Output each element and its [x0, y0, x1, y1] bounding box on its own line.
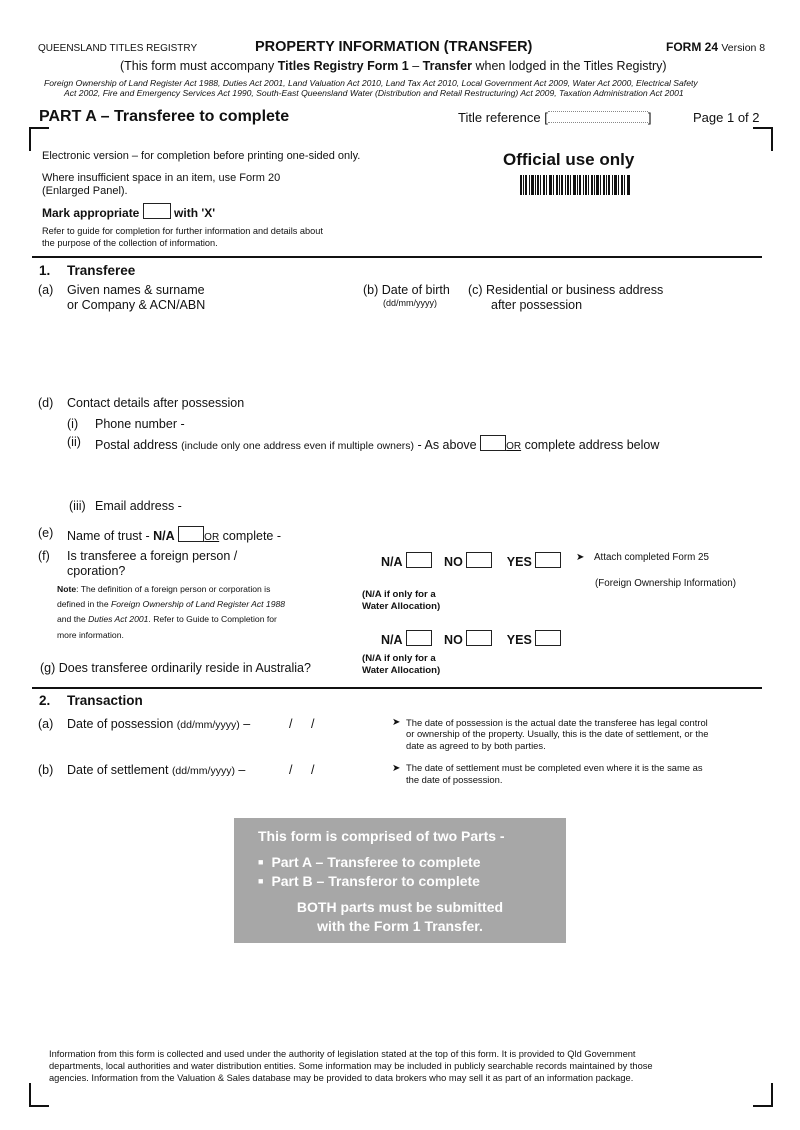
privacy-footer-2: departments, local authorities and water distribution entities. Some information may be included in publicly searchable records maintained by those	[49, 1061, 653, 1071]
settlement-note-arrow-icon: ➤	[392, 763, 401, 774]
item-1c-text-2: after possession	[491, 298, 583, 312]
or-label: OR	[506, 441, 522, 452]
barcode-image	[520, 175, 630, 195]
foreign-na-checkbox[interactable]	[406, 552, 432, 568]
water-allocation-note-1a: (N/A if only for a	[362, 589, 436, 600]
possession-slash-1: /	[289, 717, 293, 731]
item-2b-label: (b)	[38, 763, 54, 777]
legislation-line-1: Foreign Ownership of Land Register Act 1988, Duties Act 2001, Land Valuation Act 2010, Land Tax Act 2010, Local Government Act 2009, Water Act 2000, Electrical Safety	[44, 78, 698, 88]
form-title: PROPERTY INFORMATION (TRANSFER)	[255, 39, 533, 55]
reside-yes-label: YES	[506, 633, 532, 647]
item-1d-i-label: (i)	[67, 417, 79, 431]
note-text-3b: . Refer to Guide to Completion for	[148, 614, 277, 624]
postal-address-row	[95, 435, 659, 452]
form-number-label: FORM 24	[666, 40, 719, 54]
electronic-note: Electronic version – for completion before printing one-sided only.	[42, 150, 361, 162]
bullet-icon: ■	[258, 857, 264, 867]
water-allocation-note-2a: (N/A if only for a	[362, 653, 436, 664]
bullet-icon: ■	[258, 876, 264, 886]
page-number: Page 1 of 2	[693, 110, 760, 125]
title-reference	[458, 110, 651, 125]
reside-yes-checkbox[interactable]	[535, 630, 561, 646]
email-address-label: Email address -	[95, 499, 182, 513]
possession-row	[67, 717, 250, 731]
parts-info-box	[234, 818, 566, 943]
settlement-note-1: The date of settlement must be completed even where it is the same as	[406, 762, 703, 773]
attach-form-25-note: Attach completed Form 25	[594, 552, 709, 563]
settlement-row	[67, 763, 245, 777]
possession-date-field[interactable]	[270, 717, 350, 733]
section-2-number: 2.	[39, 693, 51, 708]
item-1d-iii-label: (iii)	[69, 499, 86, 513]
item-1c-label: (c) Residential or business address	[468, 283, 664, 297]
note-act-2: Duties Act 2001	[88, 614, 149, 624]
item-1a-label: (a)	[38, 283, 54, 297]
corner-mark-bottom-right	[753, 1083, 773, 1107]
as-above-checkbox[interactable]	[480, 435, 506, 451]
postal-address-hint: (include only one address even if multiple owners)	[181, 440, 415, 452]
parts-info-bullet-2	[258, 873, 480, 889]
settlement-label: Date of settlement	[67, 763, 169, 777]
foreign-no-label: NO	[444, 555, 463, 569]
reside-no-checkbox[interactable]	[466, 630, 492, 646]
item-1f-label: (f)	[38, 549, 50, 563]
corner-mark-bottom-left	[29, 1083, 49, 1107]
section-1-heading: Transferee	[67, 263, 136, 278]
trust-complete-label: complete -	[222, 529, 282, 543]
item-1d-label: (d)	[38, 396, 54, 410]
note-text-2: defined in the	[57, 599, 111, 609]
section-2-heading: Transaction	[67, 693, 143, 708]
phone-number-label: Phone number -	[95, 417, 185, 431]
water-allocation-note-2b: Water Allocation)	[362, 665, 441, 676]
parts-info-heading: This form is comprised of two Parts -	[258, 828, 505, 844]
item-1d-ii-label: (ii)	[67, 435, 81, 449]
foreign-note-4: more information.	[57, 630, 124, 640]
guide-note-1: Refer to guide for completion for further information and details about	[42, 226, 323, 236]
foreign-question-1: Is transferee a foreign person /	[67, 549, 238, 563]
item-1b-label: (b) Date of birth	[363, 283, 450, 297]
reside-na-checkbox[interactable]	[406, 630, 432, 646]
subtitle-transfer: Transfer	[422, 59, 472, 73]
corner-mark-top-left	[29, 127, 49, 151]
trust-or-label: OR	[204, 532, 220, 543]
trust-na-checkbox[interactable]	[178, 526, 204, 542]
reside-question: (g) Does transferee ordinarily reside in Australia?	[40, 661, 311, 675]
privacy-footer-3: agencies. Information from the Valuation & Sales database may be provided to data brokers who may sell it as part of an information package.	[49, 1073, 634, 1083]
note-text-1: : The definition of a foreign person or corporation is	[76, 584, 271, 594]
as-above-label: - As above	[417, 438, 477, 452]
section-1-number: 1.	[39, 263, 51, 278]
official-use-heading: Official use only	[503, 150, 635, 169]
form-subtitle	[120, 59, 667, 73]
item-1b-format: (dd/mm/yyyy)	[383, 298, 437, 308]
item-1e-label: (e)	[38, 526, 54, 540]
mark-instruction	[42, 203, 215, 220]
reside-no-label: NO	[444, 633, 463, 647]
trust-label: Name of trust -	[67, 529, 150, 543]
parts-info-bullet-1-text: Part A – Transferee to complete	[271, 854, 481, 870]
section-2-rule	[32, 687, 762, 689]
item-1a-text-2: or Company & ACN/ABN	[67, 298, 206, 312]
foreign-question-2: cporation?	[67, 564, 126, 578]
subtitle-post: when lodged in the Titles Registry)	[472, 59, 667, 73]
note-act-1: Foreign Ownership of Land Register Act 1988	[111, 599, 286, 609]
possession-slash-2: /	[311, 717, 315, 731]
form-version: Version 8	[721, 42, 766, 54]
mark-instruction-post: with 'X'	[174, 206, 216, 220]
foreign-no-checkbox[interactable]	[466, 552, 492, 568]
mark-instruction-pre: Mark appropriate	[42, 206, 140, 220]
postal-address-label: Postal address	[95, 438, 178, 452]
reside-na-label: N/A	[381, 633, 403, 647]
settlement-note-2: the date of possession.	[406, 774, 503, 785]
complete-address-label: complete address below	[524, 438, 660, 452]
settlement-slash-2: /	[311, 763, 315, 777]
trust-na-label: N/A	[153, 529, 175, 543]
part-a-heading: PART A – Transferee to complete	[39, 108, 290, 125]
corner-mark-top-right	[753, 127, 773, 151]
possession-label: Date of possession	[67, 717, 174, 731]
possession-dash: –	[243, 717, 251, 731]
possession-note-3: date as agreed to by both parties.	[406, 740, 546, 751]
settlement-slash-1: /	[289, 763, 293, 777]
attach-form-25-note-2: (Foreign Ownership Information)	[595, 578, 737, 589]
note-text-3: and the	[57, 614, 89, 624]
subtitle-pre: (This form must accompany	[120, 59, 278, 73]
title-reference-field[interactable]	[548, 111, 648, 123]
legislation-line-2: Act 2002, Fire and Emergency Services Act 1990, South-East Queensland Water (Distribution and Retail Restructuring) Act 2009, Taxation Administration Act 2001	[64, 88, 684, 98]
parts-info-bullet-1	[258, 854, 480, 870]
insufficient-note-2: (Enlarged Panel).	[42, 185, 128, 197]
insufficient-note-1: Where insufficient space in an item, use Form 20	[42, 172, 281, 184]
registry-name: QUEENSLAND TITLES REGISTRY	[38, 43, 198, 54]
form-number	[666, 40, 765, 54]
settlement-date-field[interactable]	[270, 763, 350, 779]
foreign-options	[381, 552, 561, 569]
subtitle-mid: –	[408, 59, 423, 73]
possession-format: (dd/mm/yyyy)	[176, 719, 240, 731]
privacy-footer-1: Information from this form is collected and used under the authority of legislation stated at the top of this form. It is provided to Qld Government	[49, 1049, 636, 1059]
parts-info-bullet-2-text: Part B – Transferor to complete	[271, 873, 480, 889]
subtitle-form1: Titles Registry Form 1	[277, 59, 409, 73]
possession-note-1: The date of possession is the actual date the transferee has legal control	[406, 717, 708, 728]
foreign-yes-checkbox[interactable]	[535, 552, 561, 568]
foreign-note-2	[57, 599, 285, 609]
reside-options	[381, 630, 561, 647]
mark-example-box	[143, 203, 171, 219]
foreign-yes-label: YES	[506, 555, 532, 569]
foreign-note-3	[57, 614, 277, 624]
water-allocation-note-1b: Water Allocation)	[362, 601, 441, 612]
trust-row	[67, 526, 281, 543]
foreign-na-label: N/A	[381, 555, 403, 569]
item-1a-text-1: Given names & surname	[67, 283, 205, 297]
arrow-icon: ➤	[576, 552, 585, 563]
possession-note-arrow-icon: ➤	[392, 717, 401, 728]
settlement-format: (dd/mm/yyyy)	[171, 765, 235, 777]
foreign-note-1	[57, 584, 270, 594]
guide-note-2: the purpose of the collection of information.	[42, 238, 218, 248]
section-1-rule	[32, 256, 762, 258]
settlement-dash: –	[238, 763, 246, 777]
parts-info-line-5: with the Form 1 Transfer.	[317, 918, 483, 934]
parts-info-line-4: BOTH parts must be submitted	[296, 899, 504, 915]
possession-note-2: or ownership of the property. Usually, this is the date of settlement, or the	[406, 728, 709, 739]
note-bold-label: Note	[57, 584, 77, 594]
item-1d-text: Contact details after possession	[67, 396, 245, 410]
title-reference-label: Title reference [	[458, 110, 548, 125]
title-reference-close: ]	[647, 110, 652, 125]
item-2a-label: (a)	[38, 717, 54, 731]
